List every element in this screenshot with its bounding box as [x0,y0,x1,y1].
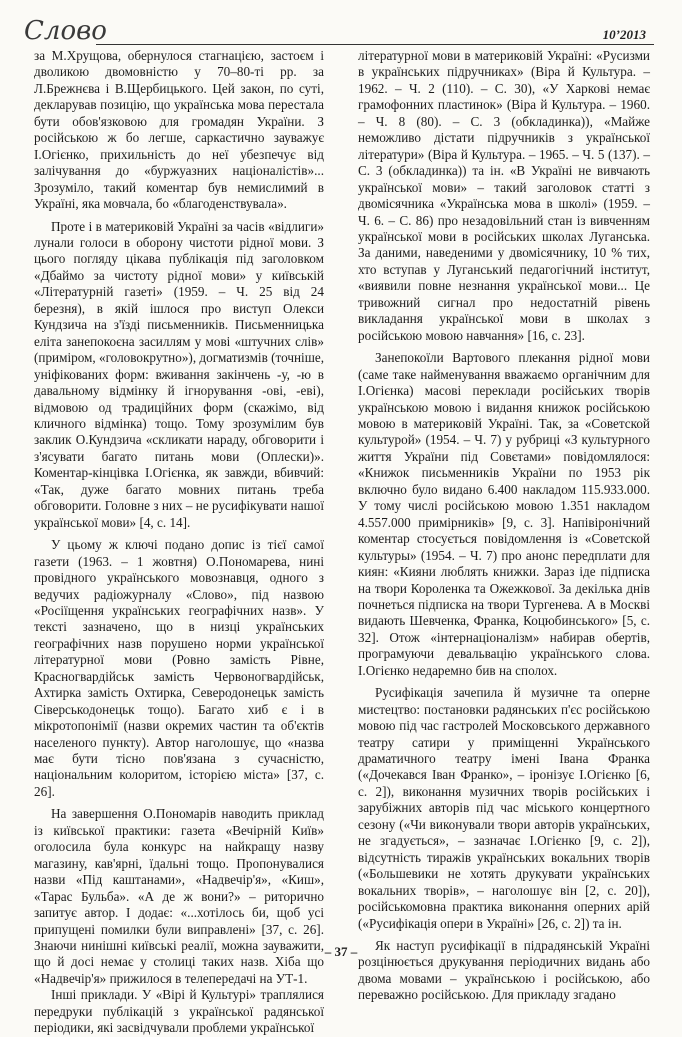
paragraph: Занепокоїли Вартового плекання рідної мови (саме таке найменування вважаємо органічним для І.Огієнка) масові переклади російських творів українською мовою і видання книжок російською мовою в материковій Україні. Так, за «Советской культурой» (1954. – Ч. 7) у рубриці «З культурного життя України під Совєтами» повідомлялося: «Книжок письменників України по 1953 рік включно було видано 6.400 накладом 115.933.000. У тому числі російською мовою 1.351 накладом 4.557.000 примірників» [9, с. 3]. Напівіронічний коментар стосується повідомлення із «Советской культуры» (1954. – Ч. 7) про анонс передплати для киян: «Кияни люблять книжки. Зараз іде підписка на твори Короленка та Ожежкової. За декілька днів почнеться підписка на твори Тургенева. А в Москві видають Шевченка, Франка, Коцюбинського» [5, с. 32]. Отож «інтернаціоналізм» набирав обертів, програмуючи девальвацію українського слова. І.Огієнко недаремно бив на сполох. [358,350,650,678]
page-number: – 37 – [324,944,358,959]
header-rule [96,44,654,45]
paragraph: за М.Хрущова, обернулося стагнацією, застоєм і дволикою двомовністю у 70–80-ті рр. за Л.Брежнєва і В.Щербицького. Цей закон, по суті, декларував позицію, що українська мова перестала бути обов'язковою для громадян України. З російською ж бо легше, саркастично зауважує І.Огієнко, прихильність до неї убезпечує від залічування до «буржуазних націоналістів»... Зрозуміло, такий коментар був немислимий в Україні, яка мовчала, бо «благоденствувала». [34,48,324,212]
paragraph: літературної мови в материковій Україні: «Русизми в українських підручниках» (Віра й Культура. – 1962. – Ч. 2 (110). – С. 30), «У Харкові немає грамофонних пластинок» (Віра й Культура. – 1960. – Ч. 8 (80). – С. 3 (обкладинка)), «Майже неможливо дістати підручників з української літератури» (Віра й Культура. – 1965. – Ч. 5 (137). – С. 3 (обкладинка)) та ін. «В Україні не вивчають української мови» – такий заголовок статті з двомісячника «Українська мова в школі» (1959. – Ч. 6. – С. 86) про незадовільний стан із вивченням української мови в російських школах Луганська. За даними, наведеними у двомісячнику, 10 % тих, хто вступав у Луганський педагогічний інститут, «виявили повне незнання української мови... Це тривожний сигнал про недостатній рівень викладання української мови в школах з російською мовою навчання» [16, с. 23]. [358,48,650,343]
page-header [0,0,682,48]
magazine-logo: Слово [24,16,107,46]
paragraph: У цьому ж ключі подано допис із тієї самої газети (1963. – 1 жовтня) О.Пономарева, нині провідного українського мовознавця, одного з ведучих радіожурналу «Слово», під назвою «Росіїщення українських географічних назв». У тексті зазначено, що в низці українських географічних назв порушено норми української літературної мови (Ровно замість Рівне, Красногвардійськ замість Червоногвардійськ, Ахтирка замість Охтирка, Северодонецьк замість Сіверськодонецьк тощо). Багато хиб є і в мікротопонімії (назви окремих частин та об'єктів населеного пункту). Автор наголошує, що «назва має бути тісно пов'язана з сучасністю, національним колоритом, історією міста» [37, с. 26]. [34,537,324,799]
paragraph: Русифікація зачепила й музичне та оперне мистецтво: постановки радянських п'єс російською мовою під час гастролей Московського державного театру сатири у приміщенні Українського драматичного театру імені Івана Франка («Дочекався Іван Франко», – іронізує І.Огієнко [6, с. 2]), виконання музичних творів російських і зарубіжних авторів під час міського концертного сезону («Чи виконували твори авторів українських, не згадується», – зазначає І.Огієнко [9, с. 2]), відсутність тиражів українських вокальних творів («Большевики не хотять друкувати українських вокальних творів», – наголошує він [2, с. 20]), російськомовна практика виконання оперних арій («Русифікація опери в Україні» [26, с. 2]) та ін. [358,685,650,931]
paragraph: На завершення О.Пономарів наводить приклад із київської практики: газета «Вечірній Київ» оголосила була конкурс на найкращу назву магазину, кав'ярні, їдальні тощо. Пропонувалися назви «Під каштанами», «Надвечір'я», «Киш», «Тарас Бульба». «А де ж вони?» – риторично запитує автор. І додає: «...хотілось би, щоб усі припущені помилки були виправлені» [37, с. 26]. Знаючи нинішні київські реалії, можна зауважити, що й досі немає у столиці таких назв. Хіба що «Надвечір'я» прижилося в телепередачі на УТ-1. [34,806,324,986]
issue-number: 10’2013 [602,27,646,42]
paragraph: Проте і в материковій Україні за часів «відлиги» лунали голоси в оборону чистоти рідної мови. З цього погляду цікава публікація під заголовком «Дбаймо за чистоту рідної мови» у київській «Літературній газеті» (1959. – Ч. 25 від 24 березня), в якій ішлося про виступ Олекси Кундзича на з'їзді письменників. Письменницька еліта занепокоєна засиллям у мові «штучних слів» (приміром, «головокрутно»), догматизмів (точніше, уніфікованих форм: вживання закінчень -у, -ю в давальному відмінку й ігнорування -ові, -еві), відмовою од традиційних форм (скажімо, від кличного відмінка) тощо. Тому зрозумілим був заклик О.Кундзича «скликати нараду, обговорити і з'ясувати багато питань мови (Оплески)». Коментар-кінцівка І.Огієнка, як завжди, вбивчий: «Так, дуже багато мовних питань треба обговорити. Головне з них – не русифікувати нашої української мови» [4, с. 14]. [34,218,324,530]
left-column [34,48,324,1036]
paragraph: Інші приклади. У «Вірі й Культурі» траплялися передруки публікацій з української радянської періодики, які засвідчували проблеми української [34,987,324,1036]
paragraph: Як наступ русифікації в підрадянській Україні розцінюється друкування періодичних видань або двома мовами – українською і російською, або переважно російською. Для прикладу згадано [358,938,650,1003]
right-column [358,48,650,1003]
